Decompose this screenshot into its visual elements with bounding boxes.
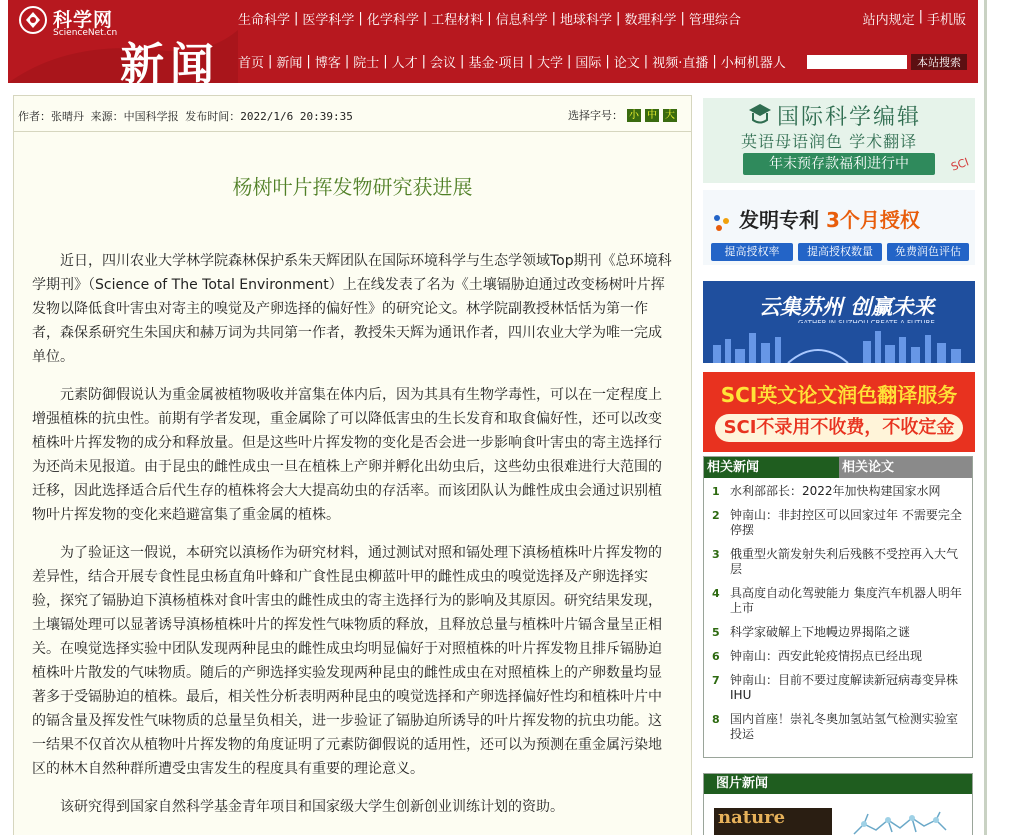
list-item-number: 6 bbox=[712, 650, 720, 663]
ad-edit-title: 国际科学编辑 bbox=[777, 105, 922, 130]
related-tabs bbox=[704, 457, 972, 478]
list-item[interactable] bbox=[710, 484, 966, 499]
article-paragraph: 该研究得到国家自然科学基金青年项目和国家级大学生创新创业训练计划的资助。 bbox=[60, 799, 564, 815]
patent-dots-icon bbox=[711, 212, 733, 234]
nav-information[interactable]: 信息科学 bbox=[495, 13, 548, 28]
ad-edit-banner: 年末预存款福利进行中 bbox=[743, 153, 935, 175]
nav-papers[interactable]: 论文 bbox=[613, 56, 640, 71]
list-item[interactable] bbox=[710, 712, 966, 742]
ad-patent-title-a: 发明专利 bbox=[739, 208, 819, 232]
nav-chemistry[interactable]: 化学科学 bbox=[366, 13, 419, 28]
list-item[interactable] bbox=[710, 649, 966, 664]
ad-international-science-editing[interactable] bbox=[703, 98, 975, 183]
list-item-link[interactable]: 具高度自动化驾驶能力 集度汽车机器人明年上市 bbox=[730, 586, 962, 615]
article-paragraph: 近日，四川农业大学林学院森林保护系朱天辉团队在国际环境科学与生态学领域Top期刊《总环境科学期刊》（Science of The Total Environment）上在线发表了名为《土壤镉胁迫通过改变杨树叶片挥发物以降低食叶害虫对寄主的嗅觉及产卵选择的偏好性》的研究论文。林学院副教授林恬恬为第一作者，森保系研究生朱国庆和赫万词为共同第一作者，教授朱天辉为通讯作者，四川农业大学为唯一完成单位。 bbox=[32, 253, 672, 365]
article-panel bbox=[13, 95, 692, 835]
nav-bottom: 首页 | 新闻 | 博客 | 院士 | 人才 | 会议 | 基金·项目 | 大学 | 国际 | 论文 | 视频·直播 | 小柯机器人 bbox=[238, 54, 786, 71]
site-search-button[interactable]: 本站搜索 bbox=[911, 54, 967, 70]
city-skyline-image bbox=[703, 323, 975, 363]
nav-video[interactable]: 视频·直播 bbox=[652, 56, 709, 71]
nav-home[interactable]: 首页 bbox=[238, 56, 265, 71]
article-meta: 作者：张晴丹 来源：中国科学报 发布时间：2022/1/6 20:39:35 bbox=[18, 110, 353, 123]
nav-math-physics[interactable]: 数理科学 bbox=[624, 13, 677, 28]
nav-news[interactable]: 新闻 bbox=[276, 56, 303, 71]
related-news-box bbox=[703, 456, 973, 758]
ad-patent-title bbox=[739, 204, 920, 233]
molecule-image[interactable] bbox=[844, 810, 954, 835]
nav-academicians[interactable]: 院士 bbox=[353, 56, 380, 71]
list-item[interactable] bbox=[710, 673, 966, 703]
editing-logo-icon bbox=[747, 102, 773, 128]
picture-news-title: 图片新闻 bbox=[704, 774, 972, 794]
list-item-link[interactable]: 钟南山：目前不要过度解读新冠病毒变异株IHU bbox=[730, 673, 959, 702]
site-header bbox=[8, 0, 978, 90]
ad-edit-subtitle: 英语母语润色 学术翻译 bbox=[741, 132, 918, 151]
nav-international[interactable]: 国际 bbox=[575, 56, 602, 71]
list-item-link[interactable]: 国内首座！崇礼冬奥加氢站氢气检测实验室投运 bbox=[730, 712, 959, 741]
list-item[interactable] bbox=[710, 625, 966, 640]
font-size-label: 选择字号： bbox=[568, 109, 623, 122]
ad-suzhou[interactable] bbox=[703, 281, 975, 363]
list-item[interactable] bbox=[710, 547, 966, 577]
logo-text-cn[interactable]: 科学网 bbox=[53, 9, 114, 31]
ad-patent[interactable] bbox=[703, 190, 975, 265]
nav-funding[interactable]: 基金·项目 bbox=[468, 56, 525, 71]
nav-talent[interactable]: 人才 bbox=[391, 56, 418, 71]
ad-suzhou-title: 云集苏州 创赢未来 bbox=[759, 295, 935, 319]
list-item-link[interactable]: 钟南山：非封控区可以回家过年 不需要完全停摆 bbox=[730, 508, 962, 537]
list-item[interactable] bbox=[710, 586, 966, 616]
list-item-link[interactable]: 科学家破解上下地幔边界揭陷之谜 bbox=[730, 625, 911, 639]
ad-patent-button-evaluate[interactable]: 免费润色评估 bbox=[887, 243, 969, 261]
nav-life-science[interactable]: 生命科学 bbox=[238, 13, 291, 28]
article-meta-bar bbox=[14, 96, 691, 132]
article-paragraph: 元素防御假说认为重金属被植物吸收并富集在体内后，因为其具有生物学毒性，可以在一定程度上增强植株的抗虫性。前期有学者发现，重金属除了可以降低害虫的生长发育和取食偏好性，还可以改变植株叶片挥发物的成分和释放量。但是这些叶片挥发物的变化是否会进一步影响食叶害虫的寄主选择行为还尚未见报道。由于昆虫的雌性成虫一旦在植株上产卵并孵化出幼虫后，这些幼虫很难进行大范围的迁移，因此选择适合后代生存的植株将会大大提高幼虫的存活率。而该团队认为雌性成虫会通过识别植物叶片挥发物的变化来趋避富集了重金属的植株。 bbox=[32, 387, 662, 523]
section-title-news: 新闻 bbox=[120, 39, 220, 90]
ad-sci-line2: SCI不录用不收费，不收定金 bbox=[715, 414, 963, 442]
mobile-version-link[interactable]: 手机版 bbox=[926, 13, 966, 28]
ad-patent-button-rate[interactable]: 提高授权率 bbox=[711, 243, 793, 261]
ad-sci-line1: SCI英文论文润色翻译服务 bbox=[720, 383, 958, 407]
list-item-link[interactable]: 钟南山：西安此轮疫情拐点已经出现 bbox=[730, 649, 923, 663]
font-size-large-button[interactable]: 大 bbox=[665, 109, 675, 121]
list-item-number: 3 bbox=[712, 548, 720, 561]
tab-related-papers[interactable]: 相关论文 bbox=[839, 457, 972, 478]
font-size-medium-button[interactable]: 中 bbox=[647, 109, 657, 121]
nav-management[interactable]: 管理综合 bbox=[688, 13, 741, 28]
search-input[interactable] bbox=[807, 55, 907, 69]
article-paragraph: 为了验证这一假说，本研究以滇杨作为研究材料，通过测试对照和镉处理下滇杨植株叶片挥发物的差异性，结合开展专食性昆虫杨直角叶蜂和广食性昆虫柳蓝叶甲的雌性成虫的嗅觉选择及产卵选择实验，探究了镉胁迫下滇杨植株对食叶害虫的雌性成虫的寄主选择行为的影响及其原因。研究结果发现，土壤镉处理可以显著诱导滇杨植株叶片的挥发性气味物质的释放，且释放总量与植株叶片镉含量呈正相关。在嗅觉选择实验中团队发现两种昆虫的雌性成虫均明显偏好于对照植株的叶片挥发物且排斥镉胁迫植株叶片散发的气味物质。随后的产卵选择实验发现两种昆虫的雌性成虫在对照植株上的产卵数量均显著多于受镉胁迫的植株。最后，相关性分析表明两种昆虫的嗅觉选择和产卵选择偏好性均和植株叶片中的镉含量及挥发性气味物质的总量呈负相关，进一步验证了镉胁迫所诱导的叶片挥发物的抗虫功能。这一结果不仅首次从植物叶片挥发物的角度证明了元素防御假说的适用性，还可以为预测在重金属污染地区的林木自然种群所遭受虫害发生的程度具有重要的理论意义。 bbox=[32, 545, 662, 777]
nav-medical-science[interactable]: 医学科学 bbox=[302, 13, 355, 28]
list-item-link[interactable]: 俄重型火箭发射失利后残骸不受控再入大气层 bbox=[730, 547, 959, 576]
list-item-number: 5 bbox=[712, 626, 720, 639]
list-item-number: 8 bbox=[712, 713, 720, 726]
list-item-number: 4 bbox=[712, 587, 720, 600]
article-title: 杨树叶片挥发物研究获进展 bbox=[232, 175, 473, 199]
nature-cover-label: nature bbox=[718, 807, 786, 828]
top-right-links: 站内规定 | 手机版 bbox=[862, 9, 966, 28]
ad-edit-stamp: SCI bbox=[949, 155, 971, 174]
nav-engineering[interactable]: 工程材料 bbox=[431, 13, 484, 28]
sciencenet-logo-icon[interactable] bbox=[18, 5, 48, 35]
ad-patent-button-count[interactable]: 提高授权数量 bbox=[798, 243, 882, 261]
page-right-border bbox=[984, 0, 987, 835]
site-rules-link[interactable]: 站内规定 bbox=[862, 13, 915, 28]
ad-patent-title-b: 3个月授权 bbox=[825, 208, 920, 232]
picture-news-box bbox=[703, 773, 973, 835]
nav-university[interactable]: 大学 bbox=[536, 56, 563, 71]
related-news-list bbox=[704, 478, 972, 742]
list-item-number: 7 bbox=[712, 674, 720, 687]
list-item[interactable] bbox=[710, 508, 966, 538]
nav-earth-science[interactable]: 地球科学 bbox=[560, 13, 613, 28]
font-size-selector bbox=[568, 107, 677, 123]
list-item-number: 2 bbox=[712, 509, 720, 522]
nav-top: 生命科学 | 医学科学 | 化学科学 | 工程材料 | 信息科学 | 地球科学 | 数理科学 | 管理综合 bbox=[238, 11, 741, 28]
font-size-small-button[interactable]: 小 bbox=[629, 109, 639, 121]
nav-meetings[interactable]: 会议 bbox=[430, 56, 457, 71]
nav-robot[interactable]: 小柯机器人 bbox=[720, 56, 786, 71]
nav-blog[interactable]: 博客 bbox=[314, 56, 341, 71]
list-item-link[interactable]: 水利部部长：2022年加快构建国家水网 bbox=[730, 484, 941, 498]
logo-text-en[interactable]: ScienceNet.cn bbox=[53, 28, 118, 38]
list-item-number: 1 bbox=[712, 485, 720, 498]
ad-sci-polishing[interactable] bbox=[703, 372, 975, 452]
tab-related-news[interactable]: 相关新闻 bbox=[704, 457, 839, 478]
article-body bbox=[32, 249, 674, 833]
